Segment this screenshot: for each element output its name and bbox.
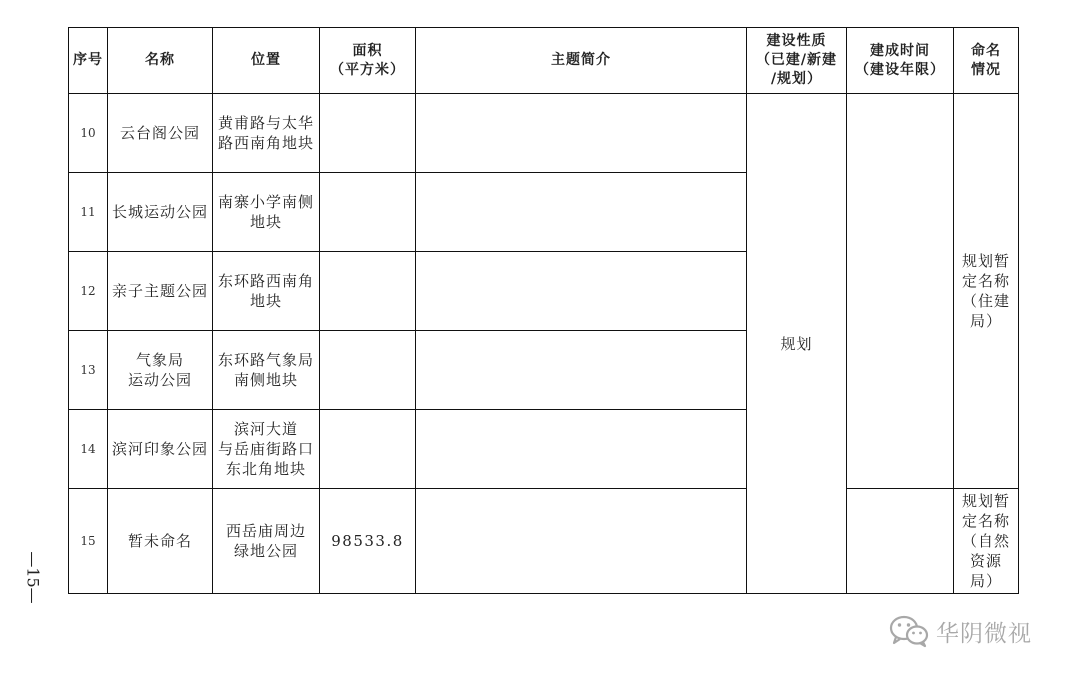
header-location: 位置 bbox=[213, 28, 320, 94]
row-area bbox=[320, 252, 416, 331]
header-nature: 建设性质 （已建/新建 /规划） bbox=[747, 28, 847, 94]
row-theme bbox=[416, 489, 747, 594]
row-theme bbox=[416, 252, 747, 331]
page-number bbox=[18, 550, 48, 605]
row-location: 黄甫路与太华 路西南角地块 bbox=[213, 94, 320, 173]
header-theme: 主题简介 bbox=[416, 28, 747, 94]
naming-cell-15: 规划暂 定名称 （自然 资源 局） bbox=[954, 489, 1019, 594]
table-row bbox=[69, 489, 1019, 594]
row-name: 滨河印象公园 bbox=[108, 410, 213, 489]
nature-merged-cell: 规划 bbox=[747, 94, 847, 594]
row-name: 云台阁公园 bbox=[108, 94, 213, 173]
row-area bbox=[320, 331, 416, 410]
row-location: 滨河大道 与岳庙街路口 东北角地块 bbox=[213, 410, 320, 489]
row-seq: 11 bbox=[69, 173, 108, 252]
row-location: 东环路西南角 地块 bbox=[213, 252, 320, 331]
row-area bbox=[320, 410, 416, 489]
row-theme bbox=[416, 410, 747, 489]
row-seq: 13 bbox=[69, 331, 108, 410]
header-row bbox=[69, 28, 1019, 94]
row-theme bbox=[416, 94, 747, 173]
header-name: 名称 bbox=[108, 28, 213, 94]
table-row bbox=[69, 94, 1019, 173]
row-seq: 12 bbox=[69, 252, 108, 331]
row-location: 东环路气象局 南侧地块 bbox=[213, 331, 320, 410]
row-location: 南寨小学南侧 地块 bbox=[213, 173, 320, 252]
watermark-text: 华阴微视 bbox=[936, 620, 1032, 647]
row-seq: 15 bbox=[69, 489, 108, 594]
time-merged-cell bbox=[847, 94, 954, 489]
header-seq: 序号 bbox=[69, 28, 108, 94]
row-area bbox=[320, 94, 416, 173]
row-name: 亲子主题公园 bbox=[108, 252, 213, 331]
watermark bbox=[888, 611, 1032, 651]
header-time: 建成时间 （建设年限） bbox=[847, 28, 954, 94]
row-seq: 14 bbox=[69, 410, 108, 489]
parks-table bbox=[68, 27, 1019, 594]
row-theme bbox=[416, 173, 747, 252]
header-naming: 命名 情况 bbox=[954, 28, 1019, 94]
time-cell-15 bbox=[847, 489, 954, 594]
wechat-icon bbox=[888, 614, 930, 648]
row-area bbox=[320, 173, 416, 252]
naming-merged-cell: 规划暂 定名称 （住建 局） bbox=[954, 94, 1019, 489]
row-theme bbox=[416, 331, 747, 410]
row-name: 长城运动公园 bbox=[108, 173, 213, 252]
row-location: 西岳庙周边 绿地公园 bbox=[213, 489, 320, 594]
header-area: 面积 （平方米） bbox=[320, 28, 416, 94]
row-name: 气象局 运动公园 bbox=[108, 331, 213, 410]
row-seq: 10 bbox=[69, 94, 108, 173]
row-name: 暂未命名 bbox=[108, 489, 213, 594]
row-area: 98533.8 bbox=[320, 489, 416, 594]
page-number-text: —15— bbox=[23, 551, 43, 604]
